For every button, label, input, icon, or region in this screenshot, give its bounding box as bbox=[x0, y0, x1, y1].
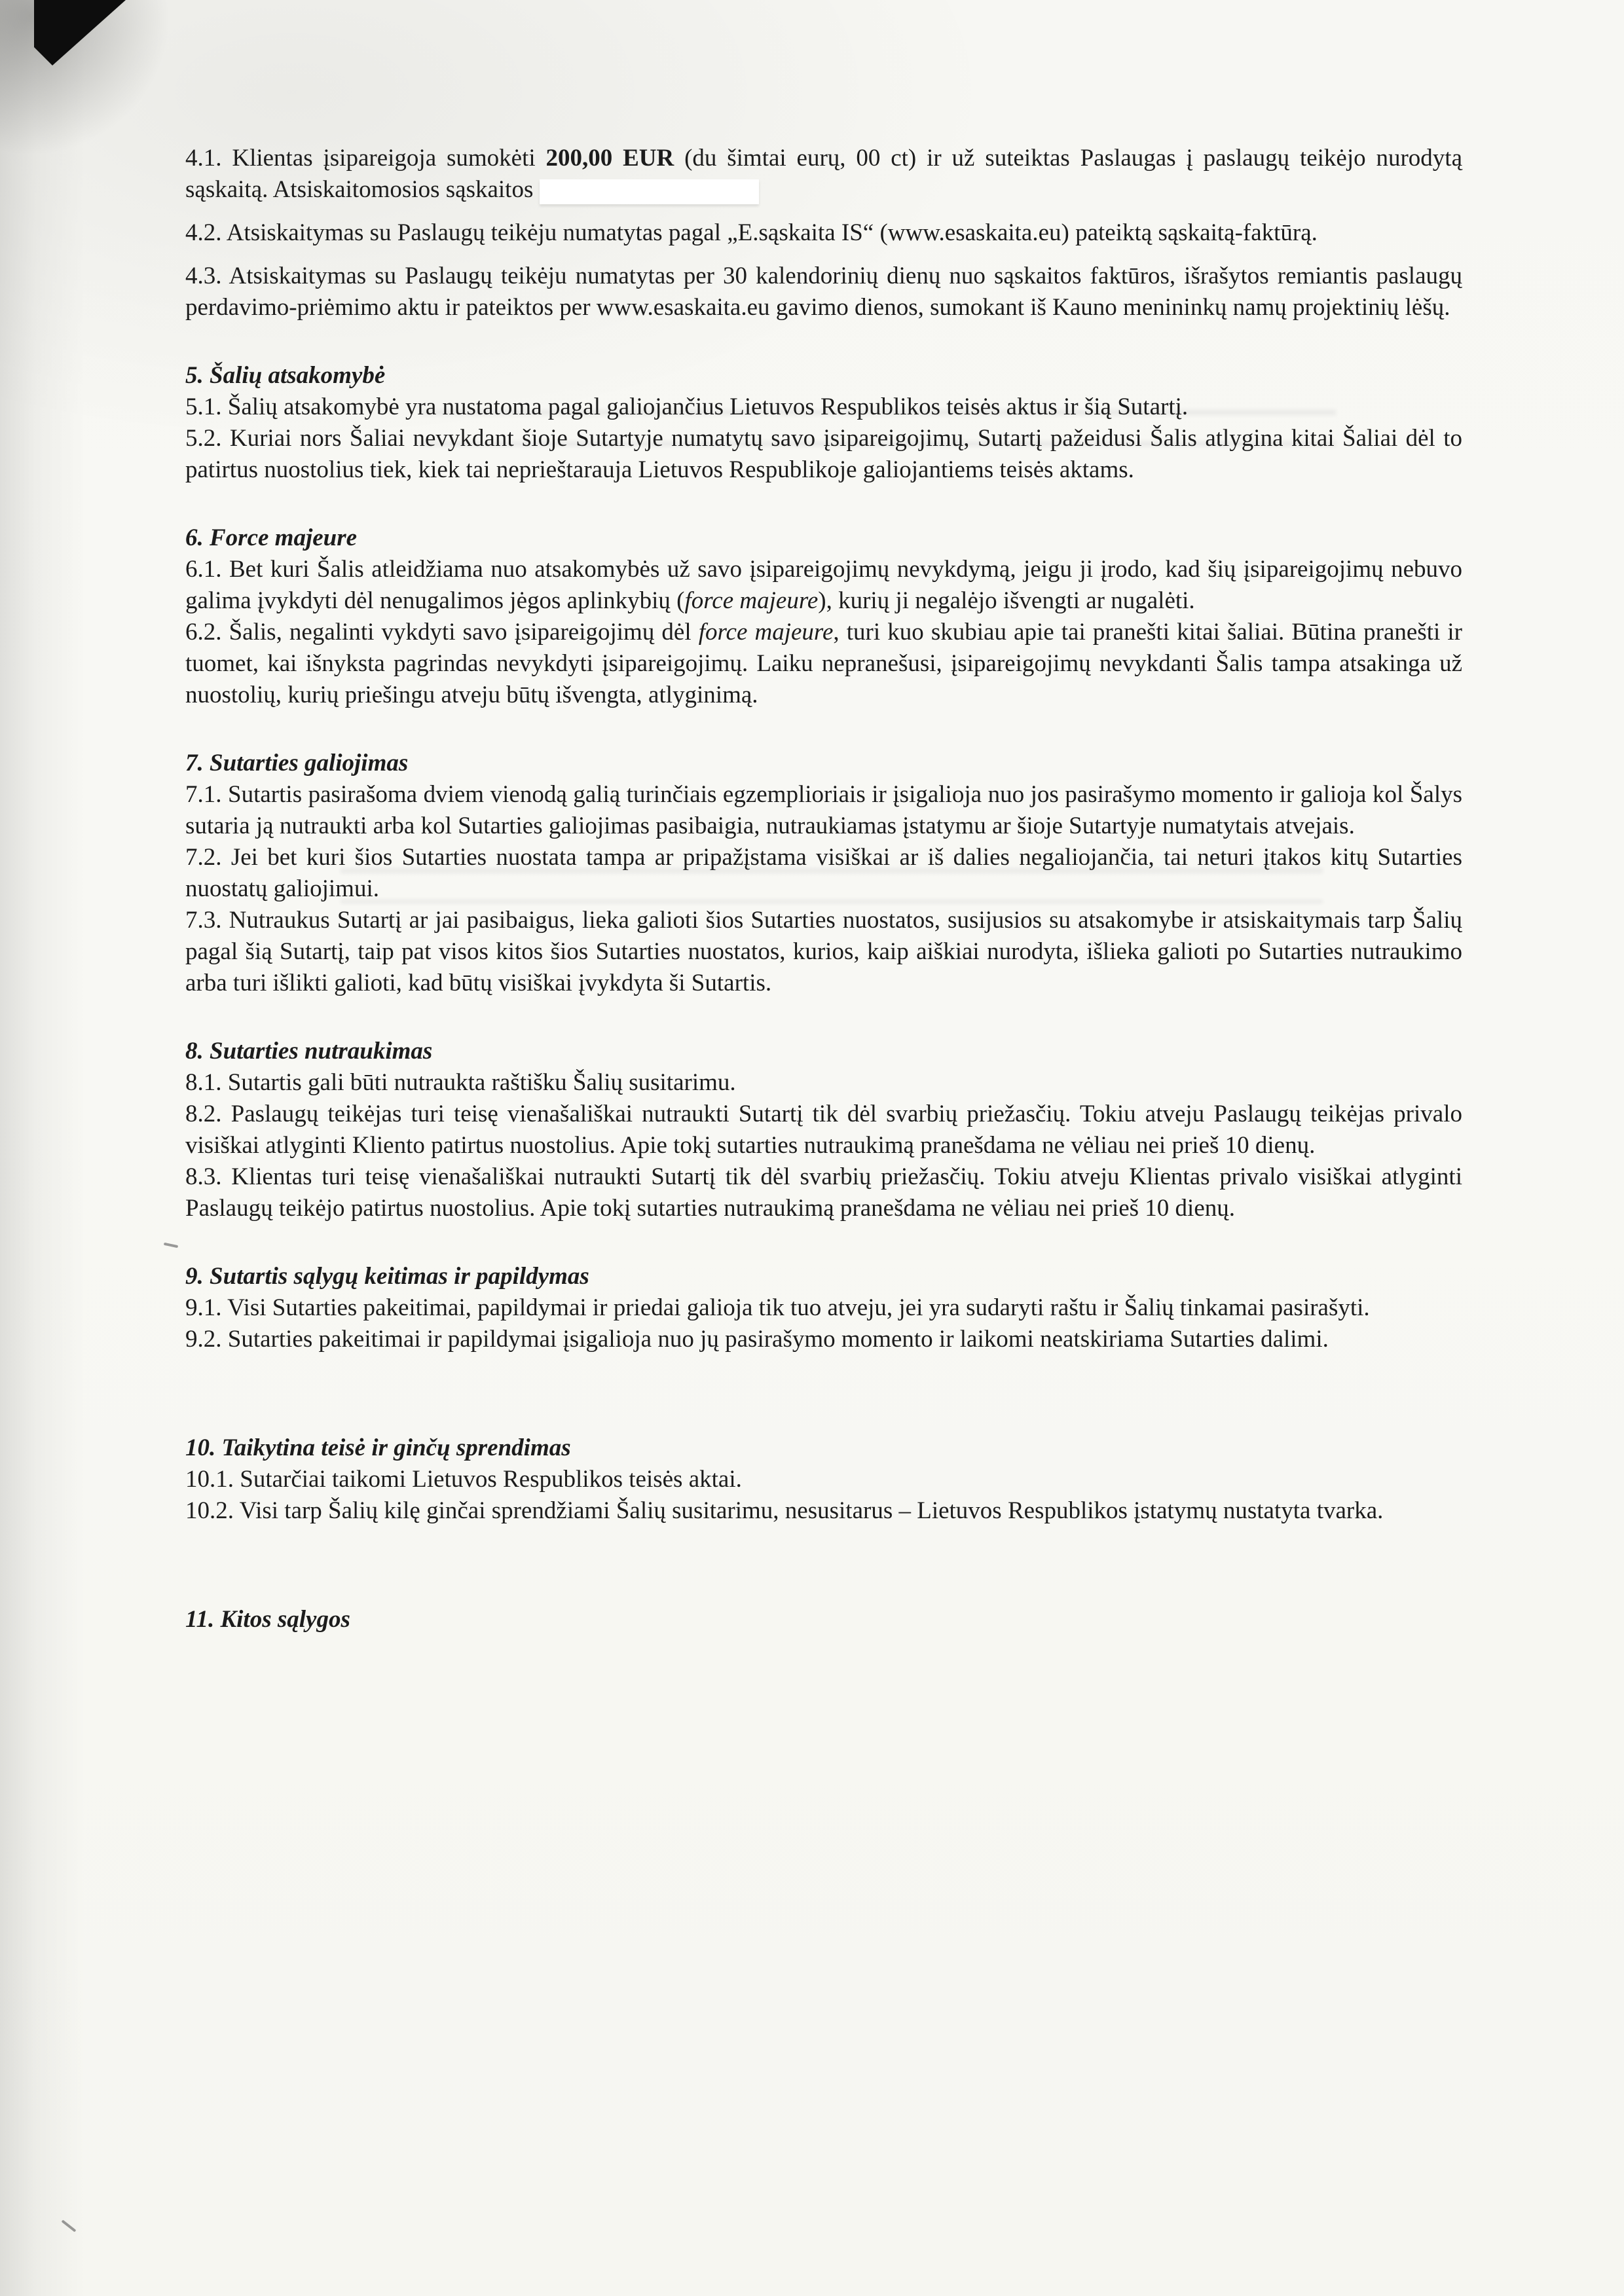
clause-paragraph bbox=[185, 217, 1462, 249]
text-run: 6.2. Šalis, negalinti vykdyti savo įsipareigojimų dėl bbox=[185, 619, 699, 646]
clause-paragraph bbox=[185, 1464, 1462, 1495]
clause-paragraph bbox=[185, 1161, 1462, 1224]
text-run: 4.2. Atsiskaitymas su Paslaugų teikėju numatytas pagal „E.sąskaita IS“ (www.esaskaita.eu) pateiktą sąskaitą-faktūrą. bbox=[185, 219, 1318, 246]
text-run: 4.1. Klientas įsipareigoja sumokėti bbox=[185, 145, 546, 172]
italic-text-run: force majeure bbox=[698, 619, 834, 646]
text-run: 7.1. Sutartis pasirašoma dviem vienodą galią turinčiais egzemplioriais ir įsigalioja nuo jos pasirašymo momento ir galioja kol Šalys sutaria ją nutraukti arba kol Sutarties galiojimas pasibaigia, nutraukiamas įstatymu ar šioje Sutartyje numatytais atvejais. bbox=[185, 781, 1462, 839]
text-run: 8.3. Klientas turi teisę vienašališkai nutraukti Sutartį tik dėl svarbių priežasčių. Tokiu atveju Klientas privalo visiškai atlyginti Paslaugų teikėjo patirtus nuostolius. Apie tokį sutarties nutraukimą pranešdama ne vėliau nei prieš 10 dienų. bbox=[185, 1163, 1462, 1222]
section-heading: 10. Taikytina teisė ir ginčų sprendimas bbox=[185, 1434, 571, 1461]
section-heading: 6. Force majeure bbox=[185, 524, 358, 551]
clause-paragraph bbox=[185, 905, 1462, 999]
section-heading: 9. Sutartis sąlygų keitimas ir papildymas bbox=[185, 1263, 589, 1290]
section-heading: 11. Kitos sąlygos bbox=[185, 1606, 350, 1633]
text-run: 5.1. Šalių atsakomybė yra nustatoma pagal galiojančius Lietuvos Respublikos teisės aktus ir šią Sutartį. bbox=[185, 393, 1189, 420]
contract-section bbox=[185, 522, 1462, 711]
contract-section bbox=[185, 1036, 1462, 1224]
text-run: ), kurių ji negalėjo išvengti ar nugalėti. bbox=[818, 587, 1195, 614]
text-run: 7.3. Nutraukus Sutartį ar jai pasibaigus, lieka galioti šios Sutarties nuostatos, susijusios su atsakomybe ir atsiskaitymais tarp Šalių pagal šią Sutartį, taip pat visos kitos šios Sutarties nuostatos, kurios, kaip aiškiai nurodyta, išlieka galioti po Sutarties nutraukimo arba turi išlikti galioti, kad būtų visiškai įvykdyta ši Sutartis. bbox=[185, 907, 1462, 996]
text-run: 8.1. Sutartis gali būti nutraukta raštišku Šalių susitarimu. bbox=[185, 1069, 736, 1096]
contract-section bbox=[185, 1604, 1462, 1635]
scan-pen-mark bbox=[62, 2219, 77, 2232]
clause-paragraph bbox=[185, 617, 1462, 711]
clause-paragraph bbox=[185, 1292, 1462, 1324]
text-run: 10.1. Sutarčiai taikomi Lietuvos Respublikos teisės aktai. bbox=[185, 1466, 742, 1493]
text-run: 9.2. Sutarties pakeitimai ir papildymai įsigalioja nuo jų pasirašymo momento ir laikomi neatskiriama Sutarties dalimi. bbox=[185, 1326, 1329, 1353]
section-heading: 7. Sutarties galiojimas bbox=[185, 750, 409, 776]
scan-pen-mark bbox=[164, 1243, 178, 1248]
clause-paragraph bbox=[185, 779, 1462, 842]
clause-paragraph bbox=[185, 261, 1462, 323]
clause-paragraph bbox=[185, 842, 1462, 905]
contract-section bbox=[185, 1261, 1462, 1355]
document-body bbox=[185, 143, 1462, 1635]
clause-paragraph bbox=[185, 1099, 1462, 1161]
contract-section bbox=[185, 360, 1462, 486]
text-run: 5.2. Kuriai nors Šaliai nevykdant šioje Sutartyje numatytų savo įsipareigojimų, Sutartį pažeidusi Šalis atlygina kitai Šaliai dėl to patirtus nuostolius tiek, kiek tai neprieštarauja Lietuvos Respublikoje galiojantiems teisės aktams. bbox=[185, 425, 1462, 483]
text-run: 10.2. Visi tarp Šalių kilę ginčai sprendžiami Šalių susitarimu, nesusitarus – Lietuvos Respublikos įstatymų nustatyta tvarka. bbox=[185, 1497, 1384, 1524]
clause-paragraph bbox=[185, 1067, 1462, 1099]
contract-section bbox=[185, 748, 1462, 999]
contract-section bbox=[185, 143, 1462, 323]
text-run: 4.3. Atsiskaitymas su Paslaugų teikėju numatytas per 30 kalendorinių dienų nuo sąskaitos faktūros, išrašytos remiantis paslaugų perdavimo-priėmimo aktu ir pateiktos per www.esaskaita.eu gavimo dienos, sumokant iš Kauno menininkų namų projektinių lėšų. bbox=[185, 263, 1462, 321]
clause-paragraph bbox=[185, 554, 1462, 617]
section-heading: 5. Šalių atsakomybė bbox=[185, 362, 386, 389]
clause-paragraph bbox=[185, 143, 1462, 206]
section-heading: 8. Sutarties nutraukimas bbox=[185, 1038, 433, 1065]
scan-corner-artifact bbox=[34, 0, 126, 65]
clause-paragraph bbox=[185, 1324, 1462, 1355]
text-run: , turi kuo skubiau apie tai pranešti kitai šaliai. Būtina pranešti ir tuomet, kai išnyksta pagrindas nevykdyti įsipareigojimų. Laiku nepranešusi, įsipareigojimų nevykdanti Šalis tampa atsakinga už nuostolių, kurių priešingu atveju būtų išvengta, atlyginimą. bbox=[185, 619, 1463, 708]
text-run: 6.1. Bet kuri Šalis atleidžiama nuo atsakomybės už savo įsipareigojimų nevykdymą, jeigu ji įrodo, kad šių įsipareigojimų nebuvo galima įvykdyti dėl nenugalimos jėgos aplinkybių ( bbox=[185, 556, 1462, 614]
text-run: 9.1. Visi Sutarties pakeitimai, papildymai ir priedai galioja tik tuo atveju, jei yra sudaryti raštu ir Šalių tinkamai pasirašyti. bbox=[185, 1294, 1370, 1321]
bold-text-run: 200,00 EUR bbox=[545, 145, 674, 172]
clause-paragraph bbox=[185, 1495, 1462, 1527]
contract-section bbox=[185, 1432, 1462, 1527]
clause-paragraph bbox=[185, 392, 1462, 423]
text-run: (du šimtai eurų, 00 ct) ir už suteiktas Paslaugas į paslaugų teikėjo nurodytą sąskaitą. Atsiskaitomosios sąskaitos bbox=[185, 145, 1463, 203]
clause-paragraph bbox=[185, 423, 1462, 486]
text-run: 8.2. Paslaugų teikėjas turi teisę vienašališkai nutraukti Sutartį tik dėl svarbių priežasčių. Tokiu atveju Paslaugų teikėjas privalo visiškai atlyginti Kliento patirtus nuostolius. Apie tokį sutarties nutraukimą pranešdama ne vėliau nei prieš 10 dienų. bbox=[185, 1101, 1462, 1159]
italic-text-run: force majeure bbox=[684, 587, 819, 614]
redacted-account-number bbox=[540, 179, 759, 204]
text-run: 7.2. Jei bet kuri šios Sutarties nuostata tampa ar pripažįstama visiškai ar iš dalies negaliojančia, tai neturi įtakos kitų Sutarties nuostatų galiojimui. bbox=[185, 844, 1462, 902]
